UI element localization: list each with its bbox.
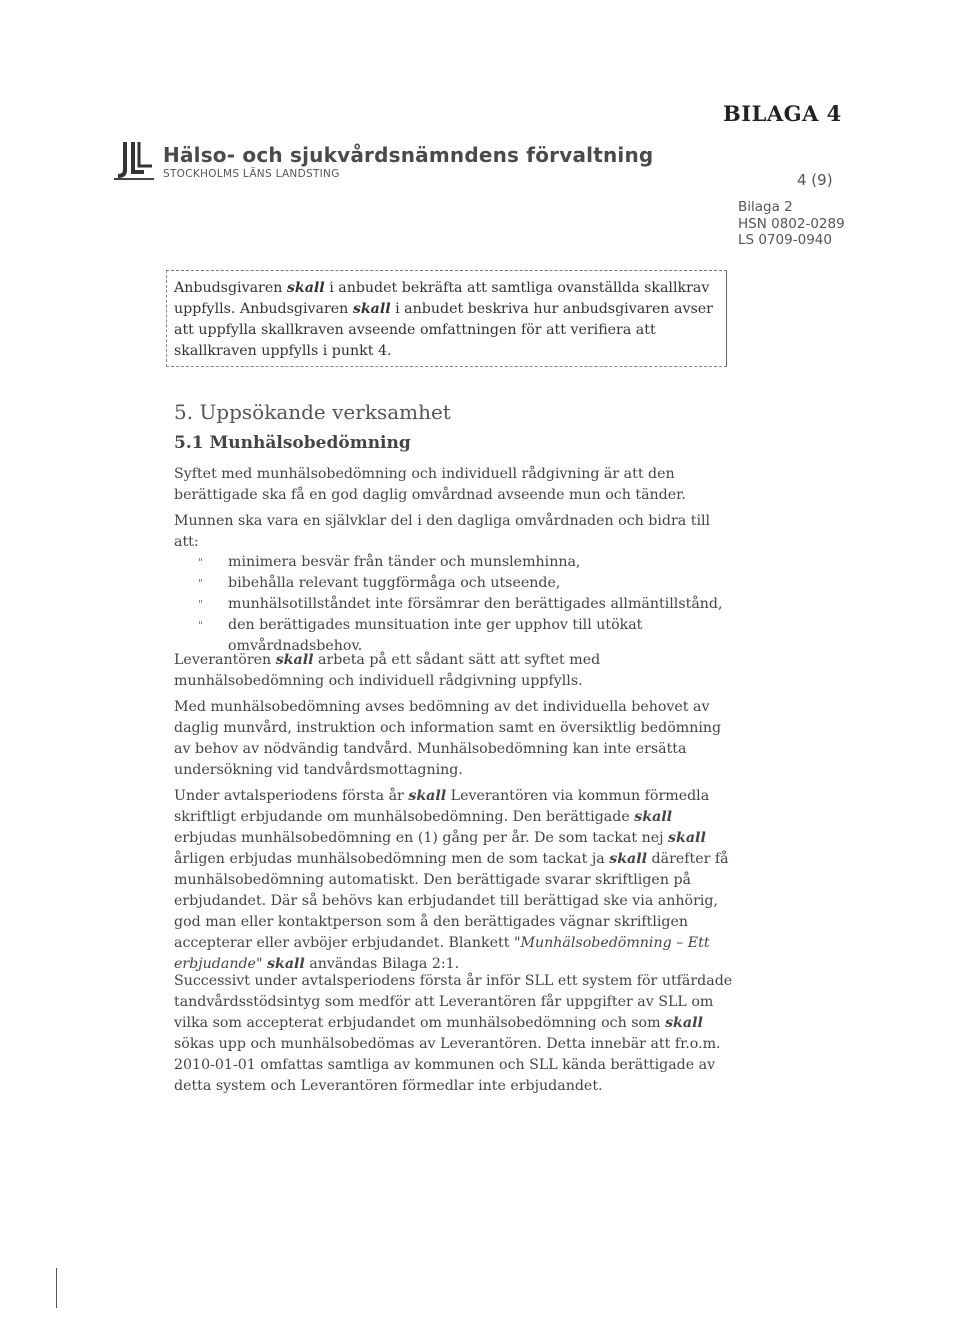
paragraph-munnen: Munnen ska vara en självklar del i den dagliga omvårdnaden och bidra till att: [174, 513, 711, 550]
para-text: därefter få munhälsobedömning automatiskt. Den berättigade svarar skriftligen på erbjudandet. Där så behövs kan erbjudandet till berättigad ske via anhörig, god man eller kontaktperson som å den berättigades vägnar skriftligen accepterar eller avböjer erbjudandet. Blankett [174, 851, 729, 951]
bullet-mark: " [198, 619, 204, 632]
skall-emphasis: skall [352, 301, 391, 317]
paragraph-med: Med munhälsobedömning avses bedömning av det individuella behovet av daglig munvård, instruktion och information samt en översiktlig bedömning av behov av nödvändig tandvård. Munhälsobedömning kan inte ersätta undersökning vid tandvårdsmottagning. [174, 699, 722, 778]
bilaga-label: BILAGA 4 [723, 101, 842, 126]
para-text: Leverantören via kommun förmedla skriftligt erbjudande om munhälsobedömning. Den berättigade [174, 788, 710, 825]
para-text: årligen erbjudas munhälsobedömning men de som tackat ja [174, 851, 610, 867]
list-item [190, 594, 730, 615]
page-number: 4 (9) [797, 171, 833, 189]
ref-line: LS 0709-0940 [738, 232, 832, 248]
list-item [190, 552, 730, 573]
skall-emphasis: skall [275, 652, 314, 668]
requirement-box [166, 270, 727, 367]
skall-emphasis: skall [267, 956, 305, 972]
list-item-text: bibehålla relevant tuggförmåga och utseende, [228, 575, 561, 591]
list-item [190, 573, 730, 594]
org-name: Hälso- och sjukvårdsnämndens förvaltning [163, 143, 654, 167]
para-text: erbjudas munhälsobedömning en (1) gång per år. De som tackat nej [174, 830, 669, 846]
req-text: i anbudet beskriva hur anbudsgivaren avser att uppfylla skallkraven avseende omfattningen för att verifiera att skallkraven uppfylls i punkt 4. [174, 301, 713, 359]
skall-emphasis: skall [634, 809, 673, 825]
skall-emphasis: skall [665, 1015, 703, 1031]
sll-logo-icon [112, 140, 156, 182]
org-subtitle: STOCKHOLMS LÄNS LANDSTING [163, 168, 340, 180]
scan-mark [56, 1268, 57, 1308]
ref-line: HSN 0802-0289 [738, 215, 845, 232]
req-text: i anbudet bekräfta att samtliga ovanställda skallkrav uppfylls. Anbudsgivaren [174, 280, 710, 317]
skall-emphasis: skall [668, 830, 706, 846]
para-text: sökas upp och munhälsobedömas av Leverantören. Detta innebär att fr.o.m. 2010-01-01 omfattas samtliga av kommunen och SLL kända berättigade av detta system och Leverantören förmedlar inte erbjudandet. [174, 1036, 721, 1094]
paragraph-syfte: Syftet med munhälsobedömning och individuell rådgivning är att den berättigade ska få en god daglig omvårdnad avseende mun och tänder. [174, 466, 686, 503]
list-item-text: den berättigades munsituation inte ger upphov till utökat omvårdnadsbehov. [228, 617, 643, 654]
ref-line: Bilaga 2 [738, 199, 793, 215]
reference-block [738, 199, 845, 249]
bullet-mark: " [198, 598, 204, 611]
para-text: användas Bilaga 2:1. [304, 956, 460, 972]
bullet-mark: " [198, 577, 204, 590]
skall-emphasis: skall [286, 280, 325, 296]
bullet-mark: " [198, 556, 204, 569]
para-text: Successivt under avtalsperiodens första år inför SLL ett system för utfärdade tandvårdsstödsintyg som medför att Leverantören får uppgifter av SLL om vilka som accepterat erbjudandet om munhälsobedömning och som [174, 973, 733, 1031]
paragraph-under [174, 786, 734, 975]
req-text: Anbudsgivaren [174, 280, 287, 296]
form-name: "Munhälsobedömning – Ett erbjudande" [174, 935, 710, 972]
para-text: arbeta på ett sådant sätt att syftet med munhälsobedömning och individuell rådgivning uppfylls. [174, 652, 601, 689]
paragraph-successivt [174, 971, 734, 1097]
para-text: Under avtalsperiodens första år [174, 788, 409, 804]
section-heading: 5. Uppsökande verksamhet [174, 400, 451, 424]
bullet-list [190, 552, 730, 657]
skall-emphasis: skall [609, 851, 648, 867]
skall-emphasis: skall [408, 788, 447, 804]
paragraph-leverantoren [174, 650, 734, 692]
list-item-text: minimera besvär från tänder och munslemhinna, [228, 554, 581, 570]
subsection-heading: 5.1 Munhälsobedömning [174, 433, 411, 453]
para-text: Leverantören [174, 652, 276, 668]
list-item-text: munhälsotillståndet inte försämrar den berättigades allmäntillstånd, [228, 596, 723, 612]
